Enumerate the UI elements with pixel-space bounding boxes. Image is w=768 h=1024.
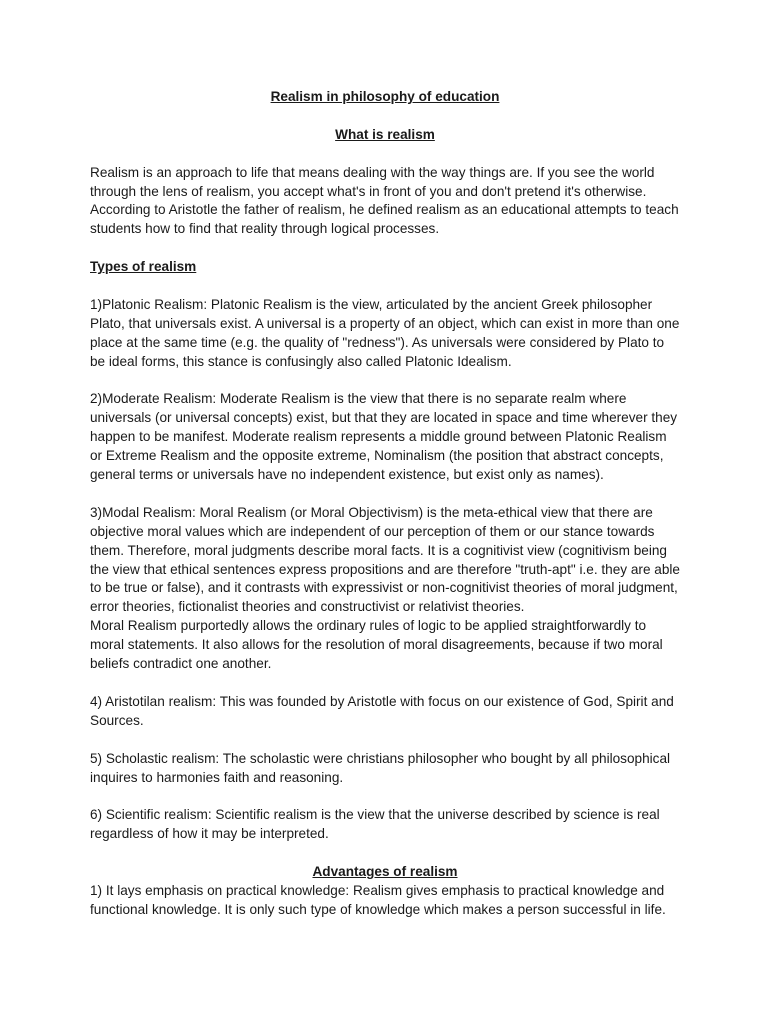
paragraph-moral-realism-logic: Moral Realism purportedly allows the ordinary rules of logic to be applied straightforwardly to moral statements. It also allows for the resolution of moral disagreements, because if two moral beliefs contradict one another. [90, 618, 663, 672]
paragraph-platonic-realism: 1)Platonic Realism: Platonic Realism is the view, articulated by the ancient Greek philosopher Plato, that universals exist. A universal is a property of an object, which can exist in more than one place at the same time (e.g. the quality of "redness"). As universals were considered by Plato to be ideal forms, this stance is confusingly also called Platonic Idealism. [90, 296, 680, 369]
paragraph-modal-realism: 3)Modal Realism: Moral Realism (or Moral Objectivism) is the meta-ethical view that there are objective moral values which are independent of our perception of them or our stance towards them. Therefore, moral judgments describe moral facts. It is a cognitivist view (cognitivism being the view that ethical sentences express propositions and are therefore "truth-apt" i.e. they are able to be true or false), and it contrasts with expressivist or non-cognitivist theories of moral judgment, error theories, fictionalist theories and constructivist or relativist theories. [90, 504, 680, 615]
document-title: Realism in philosophy of education [270, 89, 500, 104]
paragraph-aristotilan-realism: 4) Aristotilan realism: This was founded by Aristotle with focus on our existence of God, Spirit and Sources. [90, 693, 674, 728]
section-heading-types: Types of realism [90, 259, 197, 275]
paragraph-advantage-1: 1) It lays emphasis on practical knowledge: Realism gives emphasis to practical knowledge and functional knowledge. It is only such type of knowledge which makes a person successful in life. [90, 882, 666, 917]
paragraph-scholastic-realism: 5) Scholastic realism: The scholastic were christians philosopher who bought by all philosophical inquires to harmonies faith and reasoning. [90, 750, 671, 785]
paragraph-scientific-realism: 6) Scientific realism: Scientific realism is the view that the universe described by science is real regardless of how it may be interpreted. [90, 807, 660, 842]
section-heading-advantages: Advantages of realism [312, 864, 458, 879]
section-heading-what-is-realism: What is realism [335, 126, 435, 142]
paragraph-moderate-realism: 2)Moderate Realism: Moderate Realism is the view that there is no separate realm where universals (or universal concepts) exist, but that they are located in space and time wherever they happen to be manifest. Moderate realism represents a middle ground between Platonic Realism or Extreme Realism and the opposite extreme, Nominalism (the position that abstract concepts, general terms or universals have no independent existence, but exist only as names). [90, 391, 678, 483]
intro-paragraph: Realism is an approach to life that means dealing with the way things are. If you see the world through the lens of realism, you accept what's in front of you and don't pretend it's otherwise. According to Aristotle the father of realism, he defined realism as an educational attempts to teach students how to find that reality through logical processes. [90, 164, 679, 237]
document-page [90, 88, 680, 939]
